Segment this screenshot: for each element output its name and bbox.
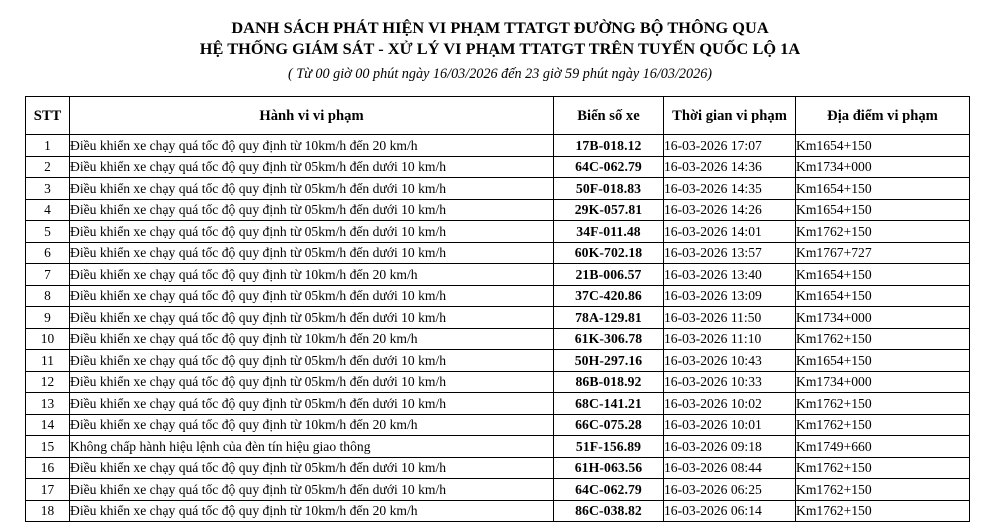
cell-time: 16-03-2026 10:43 <box>664 350 796 372</box>
column-header-violation-time: Thời gian vi phạm <box>664 97 796 135</box>
cell-loc: Km1762+150 <box>796 393 970 415</box>
cell-plate: 64C-062.79 <box>554 156 664 178</box>
cell-act: Điều khiển xe chạy quá tốc độ quy định từ 05km/h đến dưới 10 km/h <box>70 393 554 415</box>
cell-plate: 17B-018.12 <box>554 135 664 157</box>
cell-loc: Km1654+150 <box>796 285 970 307</box>
cell-loc: Km1762+150 <box>796 457 970 479</box>
cell-plate: 86B-018.92 <box>554 371 664 393</box>
table-row <box>26 436 970 458</box>
table-row <box>26 135 970 157</box>
cell-stt: 7 <box>26 264 70 286</box>
column-header-violation: Hành vi vi phạm <box>70 97 554 135</box>
cell-loc: Km1762+150 <box>796 328 970 350</box>
cell-loc: Km1762+150 <box>796 414 970 436</box>
cell-plate: 37C-420.86 <box>554 285 664 307</box>
cell-stt: 18 <box>26 500 70 522</box>
cell-act: Điều khiển xe chạy quá tốc độ quy định từ 05km/h đến dưới 10 km/h <box>70 199 554 221</box>
cell-stt: 11 <box>26 350 70 372</box>
cell-plate: 51F-156.89 <box>554 436 664 458</box>
cell-loc: Km1767+727 <box>796 242 970 264</box>
cell-act: Điều khiển xe chạy quá tốc độ quy định từ 10km/h đến 20 km/h <box>70 328 554 350</box>
cell-time: 16-03-2026 09:18 <box>664 436 796 458</box>
cell-time: 16-03-2026 14:35 <box>664 178 796 200</box>
cell-act: Điều khiển xe chạy quá tốc độ quy định từ 05km/h đến dưới 10 km/h <box>70 350 554 372</box>
document-title-line-1: DANH SÁCH PHÁT HIỆN VI PHẠM TTATGT ĐƯỜNG BỘ THÔNG QUA <box>231 18 769 37</box>
cell-loc: Km1734+000 <box>796 307 970 329</box>
cell-loc: Km1749+660 <box>796 436 970 458</box>
table-header <box>26 97 970 135</box>
cell-act: Điều khiển xe chạy quá tốc độ quy định từ 05km/h đến dưới 10 km/h <box>70 479 554 501</box>
cell-act: Điều khiển xe chạy quá tốc độ quy định từ 05km/h đến dưới 10 km/h <box>70 371 554 393</box>
cell-stt: 4 <box>26 199 70 221</box>
cell-stt: 15 <box>26 436 70 458</box>
cell-stt: 14 <box>26 414 70 436</box>
cell-time: 16-03-2026 13:40 <box>664 264 796 286</box>
cell-loc: Km1654+150 <box>796 264 970 286</box>
cell-plate: 50H-297.16 <box>554 350 664 372</box>
cell-plate: 21B-006.57 <box>554 264 664 286</box>
cell-loc: Km1654+150 <box>796 350 970 372</box>
cell-stt: 17 <box>26 479 70 501</box>
table-row <box>26 500 970 522</box>
table-row <box>26 457 970 479</box>
cell-stt: 6 <box>26 242 70 264</box>
cell-loc: Km1762+150 <box>796 479 970 501</box>
cell-plate: 66C-075.28 <box>554 414 664 436</box>
cell-loc: Km1654+150 <box>796 199 970 221</box>
cell-stt: 8 <box>26 285 70 307</box>
cell-time: 16-03-2026 14:36 <box>664 156 796 178</box>
cell-plate: 61H-063.56 <box>554 457 664 479</box>
cell-stt: 12 <box>26 371 70 393</box>
table-row <box>26 371 970 393</box>
table-row <box>26 156 970 178</box>
cell-stt: 3 <box>26 178 70 200</box>
cell-plate: 50F-018.83 <box>554 178 664 200</box>
cell-time: 16-03-2026 08:44 <box>664 457 796 479</box>
cell-time: 16-03-2026 06:14 <box>664 500 796 522</box>
cell-time: 16-03-2026 06:25 <box>664 479 796 501</box>
cell-act: Điều khiển xe chạy quá tốc độ quy định từ 05km/h đến dưới 10 km/h <box>70 221 554 243</box>
cell-plate: 64C-062.79 <box>554 479 664 501</box>
cell-act: Điều khiển xe chạy quá tốc độ quy định từ 10km/h đến 20 km/h <box>70 414 554 436</box>
document-date-range-subtitle: ( Từ 00 giờ 00 phút ngày 16/03/2026 đến 23 giờ 59 phút ngày 16/03/2026) <box>287 66 713 82</box>
table-row <box>26 178 970 200</box>
cell-loc: Km1734+000 <box>796 371 970 393</box>
column-header-stt: STT <box>26 97 70 135</box>
cell-stt: 16 <box>26 457 70 479</box>
cell-stt: 13 <box>26 393 70 415</box>
cell-stt: 5 <box>26 221 70 243</box>
cell-act: Điều khiển xe chạy quá tốc độ quy định từ 05km/h đến dưới 10 km/h <box>70 242 554 264</box>
table-row <box>26 221 970 243</box>
table-row <box>26 199 970 221</box>
cell-act: Điều khiển xe chạy quá tốc độ quy định từ 10km/h đến 20 km/h <box>70 135 554 157</box>
cell-plate: 78A-129.81 <box>554 307 664 329</box>
cell-act: Điều khiển xe chạy quá tốc độ quy định từ 05km/h đến dưới 10 km/h <box>70 307 554 329</box>
table-row <box>26 285 970 307</box>
cell-plate: 29K-057.81 <box>554 199 664 221</box>
cell-time: 16-03-2026 10:02 <box>664 393 796 415</box>
cell-stt: 10 <box>26 328 70 350</box>
table-row <box>26 328 970 350</box>
table-row <box>26 393 970 415</box>
cell-plate: 68C-141.21 <box>554 393 664 415</box>
cell-time: 16-03-2026 11:50 <box>664 307 796 329</box>
document-title-line-2: HỆ THỐNG GIÁM SÁT - XỬ LÝ VI PHẠM TTATGT TRÊN TUYẾN QUỐC LỘ 1A <box>199 39 801 58</box>
cell-loc: Km1762+150 <box>796 221 970 243</box>
cell-time: 16-03-2026 14:26 <box>664 199 796 221</box>
cell-plate: 86C-038.82 <box>554 500 664 522</box>
cell-stt: 1 <box>26 135 70 157</box>
document-header <box>0 0 1000 84</box>
cell-loc: Km1762+150 <box>796 500 970 522</box>
cell-plate: 34F-011.48 <box>554 221 664 243</box>
cell-time: 16-03-2026 10:01 <box>664 414 796 436</box>
cell-loc: Km1654+150 <box>796 135 970 157</box>
cell-time: 16-03-2026 13:09 <box>664 285 796 307</box>
table-header-row <box>26 97 970 135</box>
cell-act: Điều khiển xe chạy quá tốc độ quy định từ 05km/h đến dưới 10 km/h <box>70 178 554 200</box>
cell-time: 16-03-2026 10:33 <box>664 371 796 393</box>
cell-plate: 61K-306.78 <box>554 328 664 350</box>
cell-act: Điều khiển xe chạy quá tốc độ quy định từ 05km/h đến dưới 10 km/h <box>70 285 554 307</box>
table-row <box>26 242 970 264</box>
cell-plate: 60K-702.18 <box>554 242 664 264</box>
column-header-license-plate: Biển số xe <box>554 97 664 135</box>
violations-table-container <box>25 96 969 522</box>
cell-act: Điều khiển xe chạy quá tốc độ quy định từ 05km/h đến dưới 10 km/h <box>70 156 554 178</box>
cell-act: Điều khiển xe chạy quá tốc độ quy định từ 10km/h đến 20 km/h <box>70 500 554 522</box>
column-header-violation-place: Địa điểm vi phạm <box>796 97 970 135</box>
cell-time: 16-03-2026 11:10 <box>664 328 796 350</box>
table-row <box>26 264 970 286</box>
table-body <box>26 135 970 522</box>
cell-time: 16-03-2026 14:01 <box>664 221 796 243</box>
table-row <box>26 414 970 436</box>
table-row <box>26 350 970 372</box>
cell-time: 16-03-2026 13:57 <box>664 242 796 264</box>
cell-act: Điều khiển xe chạy quá tốc độ quy định từ 05km/h đến dưới 10 km/h <box>70 457 554 479</box>
table-row <box>26 479 970 501</box>
cell-act: Điều khiển xe chạy quá tốc độ quy định từ 10km/h đến 20 km/h <box>70 264 554 286</box>
cell-act: Không chấp hành hiệu lệnh của đèn tín hiệu giao thông <box>70 436 554 458</box>
cell-loc: Km1734+000 <box>796 156 970 178</box>
cell-stt: 9 <box>26 307 70 329</box>
violations-table <box>25 96 970 522</box>
cell-time: 16-03-2026 17:07 <box>664 135 796 157</box>
cell-stt: 2 <box>26 156 70 178</box>
table-row <box>26 307 970 329</box>
cell-loc: Km1654+150 <box>796 178 970 200</box>
